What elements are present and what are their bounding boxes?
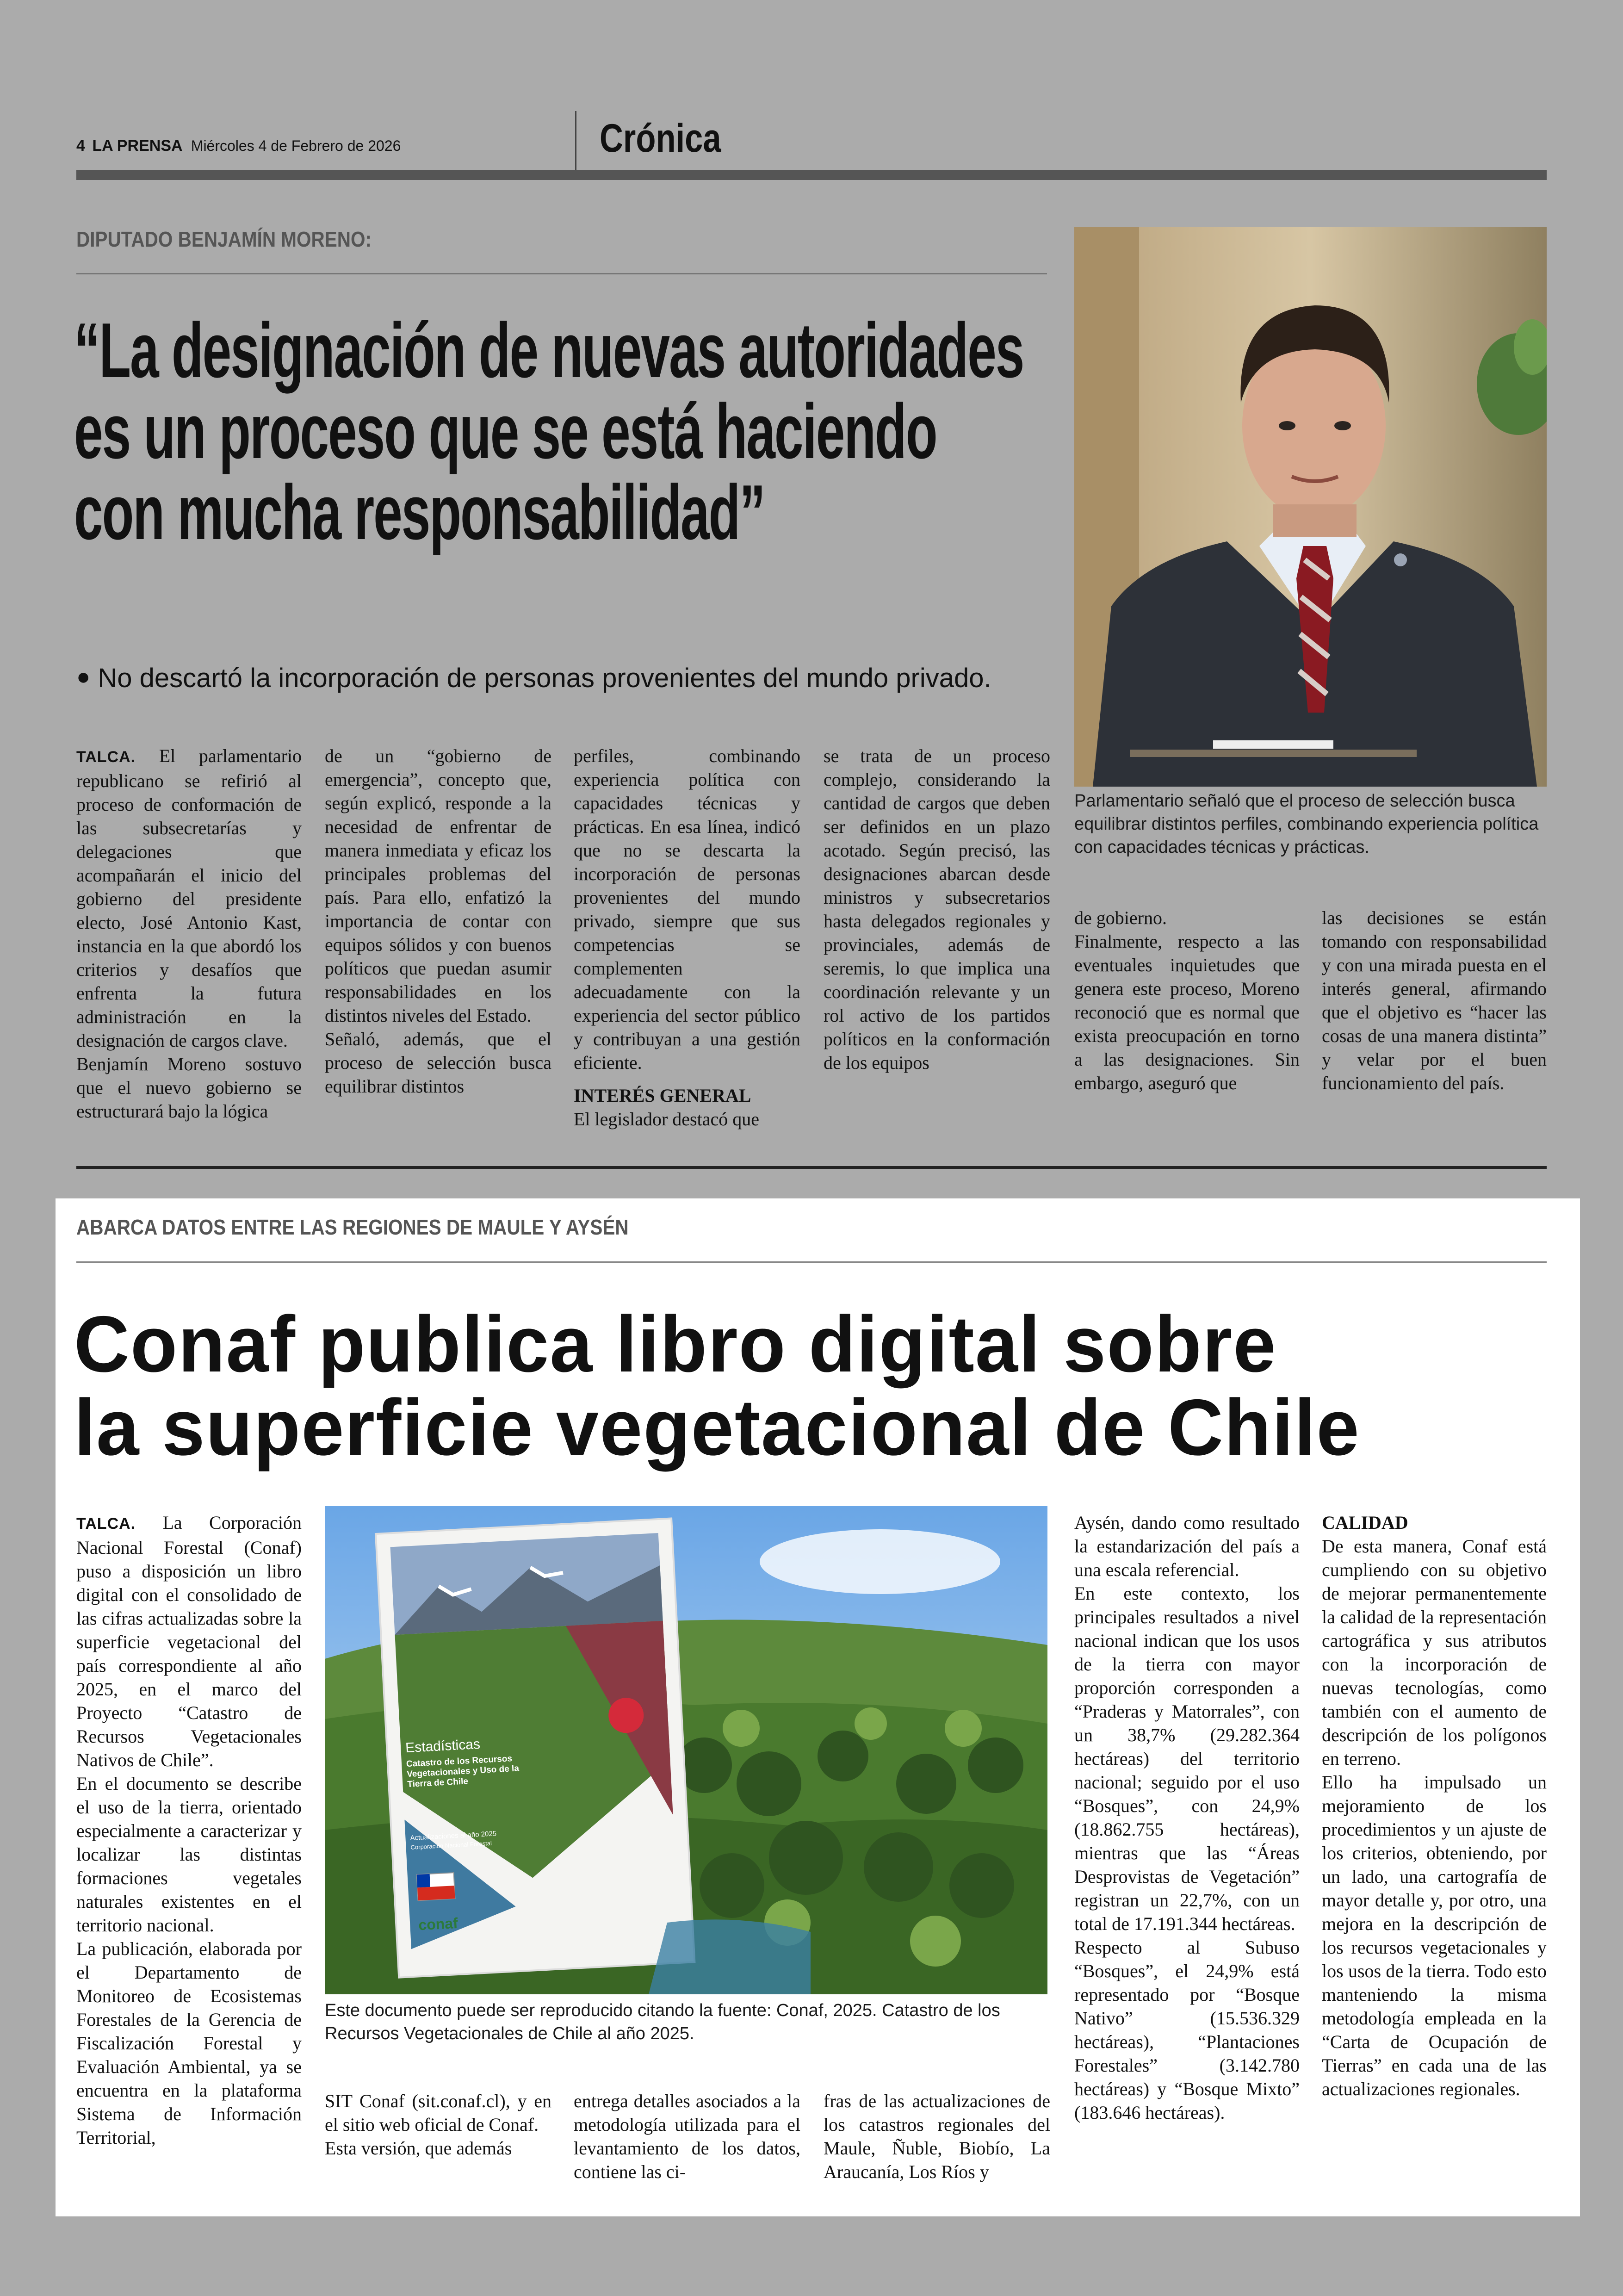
paragraph: La Corporación Nacional Forestal (Conaf) puso a disposición un libro digital con el consolidado de las cifras actualizadas sobre la superficie vegetacional del país correspondiente al año 2025, en el marco del Proyecto “Catastro de Recursos Vegetacionales Nativos de Chile”. (76, 1512, 302, 1770)
page-number: 4 (76, 137, 85, 155)
article2-col4 (824, 2089, 1050, 2184)
paragraph: fras de las actualizaciones de los catastros regionales del Maule, Ñuble, Biobío, La Araucanía, Los Ríos y (824, 2091, 1050, 2182)
paragraph: Aysén, dando como resultado la estandarización del país a una escala referencial. (1074, 1512, 1300, 1580)
paragraph: Finalmente, respecto a las eventuales inquietudes que genera este proceso, Moreno reconoció que es normal que exista preocupación en torno a las designaciones. Sin embargo, aseguró que (1074, 931, 1300, 1093)
article-separator (76, 1166, 1547, 1169)
dateline: TALCA. (76, 1515, 136, 1533)
book-cover-line2: Catastro de los Recursos Vegetacionales y Uso de la Tierra de Chile (406, 1754, 520, 1790)
dateline: TALCA. (76, 748, 136, 766)
headline-line: la superficie vegetacional de Chile (74, 1383, 1360, 1472)
article1-col1 (76, 744, 302, 1123)
article2-col6 (1322, 1511, 1547, 2101)
headline-line: “La designación de nuevas autoridades (74, 307, 1024, 394)
paragraph: En el documento se describe el uso de la tierra, orientado especialmente a caracterizar y localizar las distintas formaciones vegetales naturales existentes en el territorio nacional. (76, 1773, 302, 1936)
paragraph: Ello ha impulsado un mejoramiento de los procedimientos y un ajuste de los criterios, obteniendo, por un lado, una cartografía de mayor detalle y, por otro, una mejora en la descripción de los recursos vegetacionales y los usos de la tierra. Todo esto manteniendo la misma metodología empleada en la “Carta de Ocupación de Tierras” en cada una de las actualizaciones regionales. (1322, 1772, 1547, 2099)
article1-kicker: DIPUTADO BENJAMÍN MORENO: (76, 227, 372, 251)
article1-col3 (574, 744, 800, 1131)
article2-col2 (325, 2089, 551, 2160)
header-rule (76, 170, 1547, 180)
article2-col5 (1074, 1511, 1300, 2124)
paragraph: Respecto al Subuso “Bosques”, el 24,9% está representado por “Bosque Nativo” (15.536.329 hectáreas), “Plantaciones Forestales” (3.142.780 hectáreas) y “Bosque Mixto” (183.646 hectáreas). (1074, 1937, 1300, 2123)
chile-flag-icon (417, 1873, 455, 1900)
article2-kicker: ABARCA DATOS ENTRE LAS REGIONES DE MAULE Y AYSÉN (76, 1215, 629, 1239)
page-header (76, 137, 401, 160)
paragraph: La publicación, elaborada por el Departamento de Monitoreo de Ecosistemas Forestales de la Gerencia de Fiscalización Forestal y Evaluación Ambiental, ya se encuentra en la plataforma Sistema de Información Territorial, (76, 1938, 302, 2148)
issue-date: Miércoles 4 de Febrero de 2026 (191, 137, 401, 154)
book-cover-line1: Estadísticas (405, 1736, 481, 1756)
article2-col3 (574, 2089, 800, 2184)
paragraph: De esta manera, Conaf está cumpliendo con su objetivo de mejorar permanentemente la calidad de la representación cartográfica y sus atributos con la incorporación de nuevas tecnologías, como también con el aumento de descripción de los polígonos en terreno. (1322, 1536, 1547, 1769)
headline-line: es un proceso que se está haciendo (74, 388, 937, 475)
headline-line: Conaf publica libro digital sobre (74, 1300, 1277, 1389)
subheading: INTERÉS GENERAL (574, 1085, 751, 1106)
paragraph: se trata de un proceso complejo, considerando la cantidad de cargos que deben ser definidos en un plazo acotado. Según precisó, las designaciones abarcan desde ministros y subsecretarios hasta delegados regionales y provinciales, además de seremis, lo que implica una coordinación relevante y un rol activo de los partidos políticos en la conformación de los equipos (824, 745, 1050, 1073)
paragraph: En este contexto, los principales resultados a nivel nacional indican que los usos de la tierra con mayor proporción corresponden a “Praderas y Matorrales”, con un 38,7% (29.282.364 hectáreas) del territorio nacional; seguido por el uso “Bosques”, con 24,9% (18.862.755 hectáreas), mientras que las “Áreas Desprovistas de Vegetación” registran un 22,7%, con un total de 17.191.344 hectáreas. (1074, 1583, 1300, 1934)
article2-headline (74, 1300, 1406, 1472)
paragraph: perfiles, combinando experiencia política con capacidades técnicas y prácticas. En esa línea, indicó que no se descarta la incorporación de personas provenientes del mundo privado, siempre que sus competencias se complementen adecuadamente con la experiencia del sector público y contribuyan a una gestión eficiente. (574, 745, 800, 1073)
book-cover-line3: Actualizaciones al año 2025 (410, 1830, 497, 1842)
subheading: CALIDAD (1322, 1512, 1408, 1533)
paragraph: entrega detalles asociados a la metodología utilizada para el levantamiento de los datos, contiene las ci- (574, 2091, 800, 2182)
conaf-logo-icon: conaf (418, 1914, 458, 1934)
paper-name: LA PRENSA (92, 137, 182, 155)
forest-photo-caption: Este documento puede ser reproducido citando la fuente: Conaf, 2025. Catastro de los Recursos Vegetacionales de Chile al año 2025. (325, 2001, 1000, 2043)
book-cover-line4: Corporación Nacional Forestal (410, 1839, 492, 1851)
deputy-photo-caption: Parlamentario señaló que el proceso de selección busca equilibrar distintos perfiles, combinando experiencia política con capacidades técnicas y prácticas. (1074, 791, 1539, 857)
article1-col4 (824, 744, 1050, 1074)
paragraph: de un “gobierno de emergencia”, concepto que, según explicó, responde a la necesidad de enfrentar de manera inmediata y eficaz los principales problemas del país. Para ello, enfatizó la importancia de contar con equipos sólidos y con buenos políticos que puedan asumir responsabilidades en los distintos niveles del Estado. (325, 745, 551, 1026)
article1-bullet (76, 663, 991, 694)
paragraph: El parlamentario republicano se refirió al proceso de conformación de las subsecretarías y delegaciones que acompañarán el inicio del gobierno del presidente electo, José Antonio Kast, instancia en la que abordó los criterios y desafíos que enfrenta la futura administración en la designación de cargos clave. (76, 745, 302, 1051)
paragraph: las decisiones se están tomando con responsabilidad y con una mirada puesta en el interés general, afirmando que el objetivo es “hacer las cosas de una manera distinta” y velar por el buen funcionamiento del país. (1322, 907, 1547, 1093)
header-divider (575, 111, 576, 170)
section-name: Crónica (600, 116, 721, 161)
article1-col2 (325, 744, 551, 1098)
kicker-rule (76, 1261, 1547, 1263)
bullet-text: No descartó la incorporación de personas provenientes del mundo privado. (98, 663, 991, 693)
deputy-photo (1074, 227, 1547, 787)
headline-line: con mucha responsabilidad” (74, 469, 765, 556)
article2-col1 (76, 1511, 302, 2149)
paragraph: Señaló, además, que el proceso de selección busca equilibrar distintos (325, 1029, 551, 1097)
paragraph: Benjamín Moreno sostuvo que el nuevo gobierno se estructurará bajo la lógica (76, 1054, 302, 1122)
kicker-rule (76, 273, 1047, 274)
forest-photo (325, 1506, 1047, 1994)
article1-col5 (1074, 906, 1300, 1095)
paragraph: El legislador destacó que (574, 1109, 759, 1129)
bullet-icon: ● (76, 664, 91, 689)
paragraph: de gobierno. (1074, 907, 1167, 928)
paragraph: Esta versión, que además (325, 2138, 512, 2159)
article1-col6 (1322, 906, 1547, 1095)
paragraph: SIT Conaf (sit.conaf.cl), y en el sitio web oficial de Conaf. (325, 2091, 551, 2135)
